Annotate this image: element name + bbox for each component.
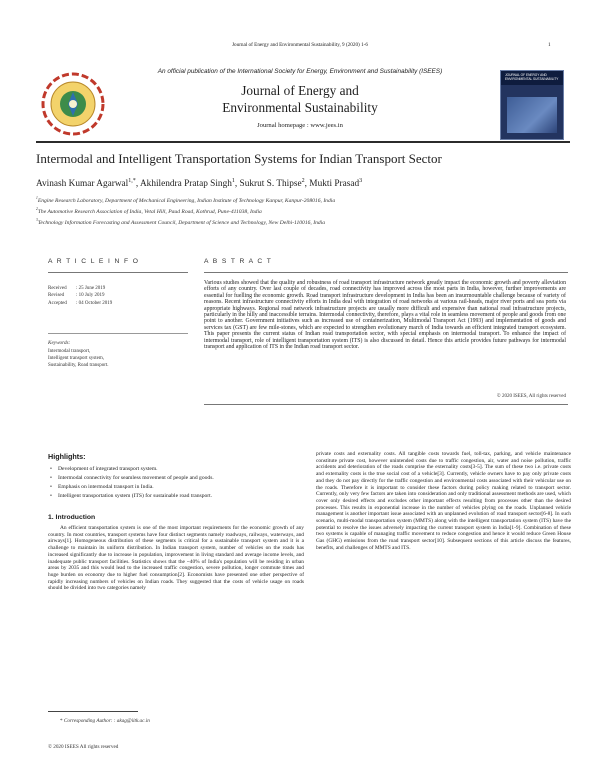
- highlight-item: • Emphasis on intermodal transport in India.: [58, 483, 328, 492]
- tagline: An official publication of the International Society for Energy, Environment and Sustainability (ISEES): [157, 68, 443, 75]
- footnote-rule: [48, 711, 138, 712]
- keyword-item: Intelligent transport system,: [48, 356, 104, 361]
- journal-cover-image: [500, 70, 564, 140]
- keywords-heading: Keywords:: [48, 340, 71, 346]
- history-accepted: Accepted : 04 October 2019: [48, 300, 113, 306]
- highlight-item: • Intermodal connectivity for seamless movement of people and goods.: [58, 474, 328, 483]
- footer-copyright: © 2020 ISEES All rights reserved: [48, 744, 119, 750]
- author-4: Mukti Prasad$^3$: [309, 177, 363, 189]
- journal-title-line1: Journal of Energy and: [241, 83, 359, 98]
- abstract-heading: A B S T R A C T: [204, 258, 273, 265]
- article-info-heading: A R T I C L E I N F O: [48, 258, 140, 265]
- abstract-copyright: © 2020 ISEES, All rights reserved: [496, 394, 566, 399]
- article-history: [48, 285, 112, 307]
- keyword-item: Sustainability, Road transport.: [48, 363, 109, 368]
- journal-title-line2: Environmental Sustainability: [222, 100, 378, 115]
- abstract-rule: [204, 272, 568, 273]
- cover-title: JOURNAL OF ENERGY AND ENVIRONMENTAL SUSTAINABILITY: [505, 73, 559, 81]
- keywords-list: [48, 348, 109, 369]
- author-3: Sukrut S. Thipse$^2$,: [239, 177, 310, 189]
- highlights-heading: Highlights:: [48, 452, 86, 461]
- article-info-rule: [48, 272, 188, 273]
- affiliation-3: $^3$Technology Information Forecasting and Assessment Council, Department of Science and Technology, New Delhi-110016, India: [36, 218, 326, 226]
- corresponding-author: * Corresponding Author: : akag@iitk.ac.in: [60, 718, 150, 724]
- history-revised: Revised : 10 July 2019: [48, 293, 105, 299]
- author-2: Akhilendra Pratap Singh$^1$,: [139, 177, 240, 189]
- history-received: Received : 25 June 2019: [48, 286, 106, 291]
- abstract-bottom-rule: [204, 404, 568, 405]
- highlight-item: • Development of integrated transport system.: [58, 465, 328, 474]
- author-1: Avinash Kumar Agarwal$^{1,*}$,: [36, 177, 140, 189]
- page-number: 1: [548, 42, 551, 48]
- keywords-rule: [48, 333, 188, 334]
- header-rule: [36, 141, 570, 143]
- author-list: [36, 179, 576, 189]
- affiliation-2: $^2$The Automotive Research Association of India, Vetal Hill, Paud Road, Kothrud, Pune-411038, India: [36, 207, 262, 215]
- highlights-list: [58, 465, 328, 501]
- highlight-item: • Intelligent transportation system (ITS) for sustainable road transport.: [58, 492, 328, 501]
- journal-homepage: Journal homepage : www.jees.in: [257, 122, 343, 129]
- abstract-text: Various studies showed that the quality and robustness of road transport infrastructure network greatly impact the economic growth and poverty alleviation efforts of any country. Over last couple of decades, road connectivity has improved across the most parts in India, however, further improvements are essential for fuelling the economic growth. Road transport infrastructure development in India has been an insurmountable challenge because of variety of reasons. Recent infrastructure connectivity efforts in India deal with integration of road networks at various rail-heads, major river ports and sea ports via appropriate highways. Regional road network infrastructure projects are usually more difficult and expensive than national road infrastructure projects, particularly in the hilly and inaccessible terrains. Intermodal connectivity, therefore, plays a vital role in seamless movement of people and goods from one point to another. Government initiatives such as increased use of containerization, Multimodal Transport Act (1993) and implementation of goods and services tax (GST) are few mile-stones, which are expected to strengthen evolutionary march of India towards an efficient integrated transport ecosystem. This paper presents the current status of Indian road transportation sector, with special emphasis on intermodal transport. To enhance the impact of intermodal transport, role of intelligent transportation system (ITS) is also discussed in detail. Hence this article provides future pathways for intermodal transport and application of ITS in the Indian road transport sector.: [204, 280, 566, 351]
- introduction-column-right: private costs and externality costs. All tangible costs towards fuel, toll-tax, parking, and vehicle maintenance constitute private cost, however unintended costs due to traffic congestion, air, water and noise pollution, traffic accidents and deterioration of the roads comprise the externality costs[3-5]. The sum of these two i.e. private costs and externality costs is the true social cost of a vehicle[3]. Currently, vehicle owners have to pay only private costs and they do not pay directly for the traffic congestion and environmental costs associated with their vehicular use on the roads. Therefore it is important to consider these factors during policy making related to transport sector. Currently, only very few factors are taken into consideration and only traditional assessment methods are used, which cover only desired effects and excludes other important effects resulting from processes other than the desired processes. This results in exponential increase in the number of vehicles plying on the roads. Unplanned vehicle management is another important issue associated with an unplanned evolution of road transport sector[6-8]. In such scenario, multi-modal transportation system (MMTS) along with the intelligent transportation system (ITS) have the potential to resolve the issues adversely impacting the current transport system in India[1-9]. Combination of these two systems is capable of managing traffic movement to reduce congestion and hence it would reduce Green House Gas (GHG) emissions from the road transport sector[10]. Subsequent sections of this article discuss the features, benefits, and challenges of MMTS and ITS.: [316, 451, 571, 551]
- running-header: Journal of Energy and Environmental Sustainability, 9 (2020) 1-6: [231, 42, 368, 48]
- introduction-heading: 1. Introduction: [48, 514, 96, 521]
- paper-title: Intermodal and Intelligent Transportation Systems for Indian Transport Sector: [36, 151, 442, 166]
- keyword-item: Intermodal transport,: [48, 349, 91, 354]
- affiliation-1: $^1$Engine Research Laboratory, Department of Mechanical Engineering, Indian Institute of Technology Kanpur, Kanpur-208016, India: [36, 196, 336, 204]
- introduction-column-left: An efficient transportation system is one of the most important requirements for the economic growth of any country. In most countries, transport systems have four distinct segments namely roadways, railways, waterways, and airways[1]. Homogeneous distribution of these segments is critical for a sustainable transport system and it is a challenge to maintain its uniform distribution. In Indian transport system, number of vehicles on the roads has increased significantly due to increase in population, improvement in living standard and average income levels, and inadequate public transport facilities. Statistics shows that the ~40% of India's population will be residing in urban areas by 2035 and this would lead to the increased traffic congestion, severe pollution, longer commute times and huge burden on economy due to higher fuel consumption[2]. Economists have presented one other perspective of rapidly increasing numbers of vehicles on Indian roads. They suggested that the costs of vehicle usage on roads should be divided into two categories namely: [48, 525, 304, 592]
